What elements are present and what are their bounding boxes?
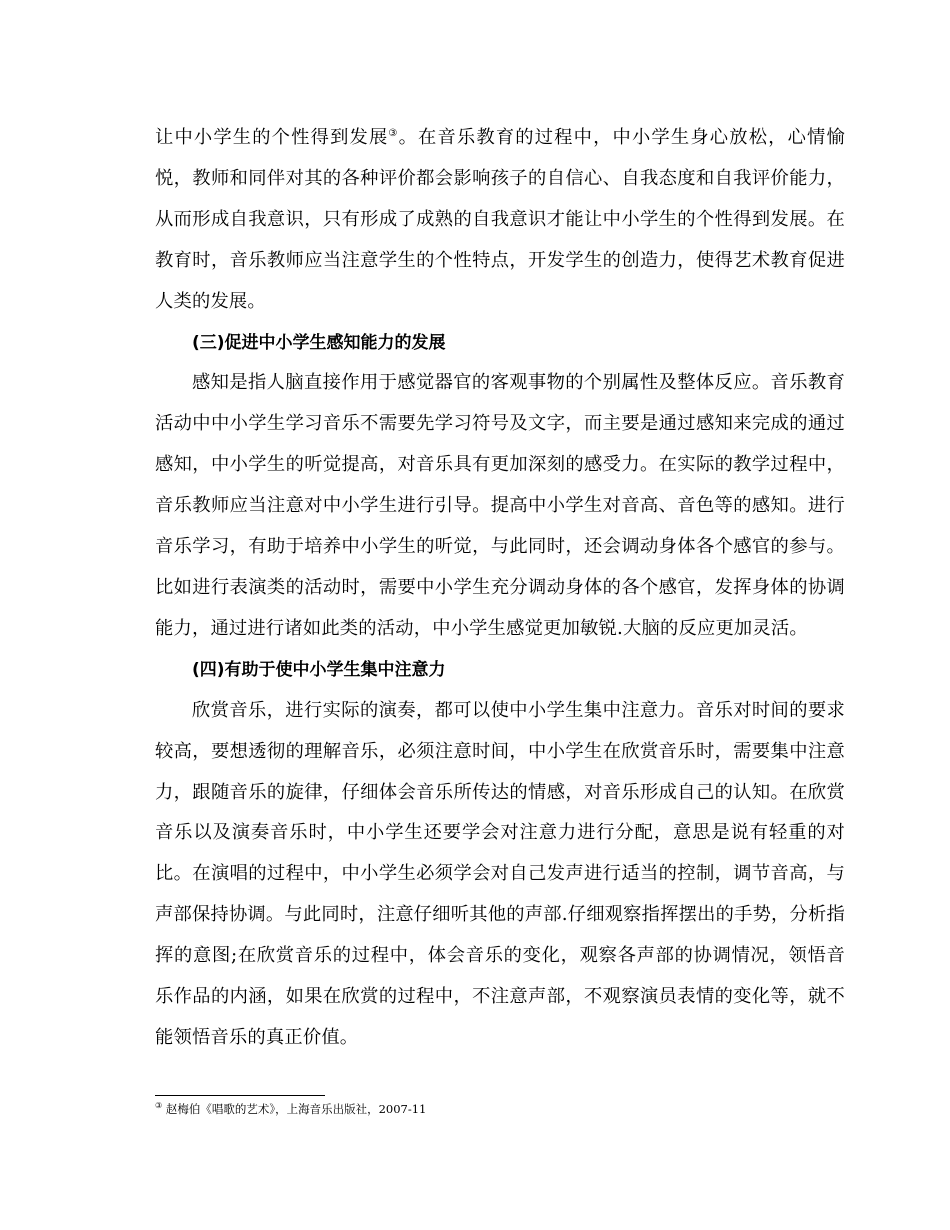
paragraph-perception: 感知是指人脑直接作用于感觉器官的客观事物的个别属性及整体反应。音乐教育活动中中小学生学习音乐不需要先学习符号及文字，而主要是通过感知来完成的通过感知，中小学生的听觉提高，对音乐具有更加深刻的感受力。在实际的教学过程中，音乐教师应当注意对中小学生进行引导。提高中小学生对音高、音色等的感知。进行音乐学习，有助于培养中小学生的听觉，与此同时，还会调动身体各个感官的参与。比如进行表演类的活动时，需要中小学生充分调动身体的各个感官，发挥身体的协调能力，通过进行诸如此类的活动，中小学生感觉更加敏锐.大脑的反应更加灵活。 (155, 372, 845, 639)
document-body (155, 118, 845, 1059)
footnote (155, 1101, 426, 1117)
paragraph-text: 。在音乐教育的过程中，中小学生身心放松，心情愉悦，教师和同伴对其的各种评价都会影响孩子的自信心、自我态度和自我评价能力，从而形成自我意识，只有形成了成熟的自我意识才能让中小学生的个性得到发展。在教育时，音乐教师应当注意学生的个性特点，开发学生的创造力，使得艺术教育促进人类的发展。 (155, 127, 845, 312)
paragraph-continued (155, 118, 845, 323)
footnote-mark: ③ (155, 1101, 163, 1111)
paragraph-attention: 欣赏音乐，进行实际的演奏，都可以使中小学生集中注意力。音乐对时间的要求较高，要想透彻的理解音乐，必须注意时间，中小学生在欣赏音乐时，需要集中注意力，跟随音乐的旋律，仔细体会音乐所传达的情感，对音乐形成自己的认知。在欣赏音乐以及演奏音乐时，中小学生还要学会对注意力进行分配，意思是说有轻重的对比。在演唱的过程中，中小学生必须学会对自己发声进行适当的控制，调节音高，与声部保持协调。与此同时，注意仔细听其他的声部.仔细观察指挥摆出的手势，分析指挥的意图;在欣赏音乐的过程中，体会音乐的变化，观察各声部的协调情况，领悟音乐作品的内涵，如果在欣赏的过程中，不注意声部，不观察演员表情的变化等，就不能领悟音乐的真正价值。 (155, 699, 845, 1048)
footnote-reference[interactable]: ③ (388, 127, 399, 139)
section-heading-4: (四)有助于使中小学生集中注意力 (192, 659, 446, 680)
footnote-divider (155, 1095, 325, 1096)
section-heading-3: (三)促进中小学生感知能力的发展 (192, 332, 446, 353)
paragraph-text: 让中小学生的个性得到发展 (155, 127, 389, 148)
footnote-text: 赵梅伯《唱歌的艺术》，上海音乐出版社，2007-11 (162, 1102, 427, 1116)
